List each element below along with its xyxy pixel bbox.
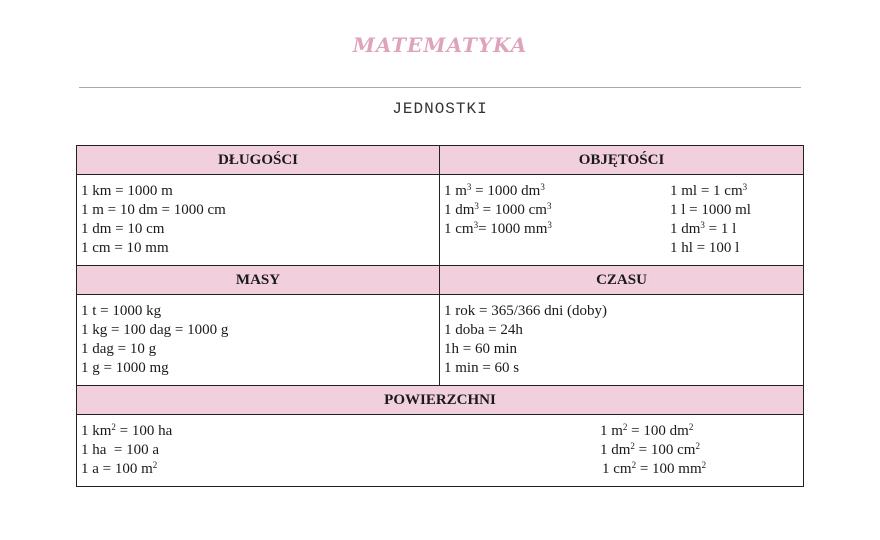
volume-line: 1 $dm^3 = 1000$ $cm^3$ bbox=[444, 201, 552, 218]
time-line: 1 rok = 365/366 dni (doby) bbox=[444, 303, 608, 319]
length-header: DŁUGOŚCI bbox=[77, 146, 440, 175]
length-cell bbox=[77, 175, 440, 266]
volume-header: OBJĘTOŚCI bbox=[440, 146, 804, 175]
volume-line: 1 $dm^3 = 1$ l bbox=[670, 220, 737, 237]
area-cell bbox=[77, 415, 804, 487]
mass-line: 1 dag = 10 g bbox=[81, 341, 157, 357]
page-subtitle: JEDNOSTKI bbox=[392, 100, 488, 118]
length-line: 1 dm = 10 cm bbox=[81, 221, 165, 237]
volume-line: 1 l = 1000 ml bbox=[670, 202, 751, 218]
time-line: 1h = 60 min bbox=[444, 341, 518, 357]
length-line: 1 m = 10 dm = 1000 cm bbox=[81, 202, 226, 218]
area-header: POWIERZCHNI bbox=[77, 386, 804, 415]
mass-cell bbox=[77, 295, 440, 386]
time-header: CZASU bbox=[440, 266, 804, 295]
time-line: 1 doba = 24h bbox=[444, 322, 523, 338]
volume-right-column bbox=[670, 182, 751, 258]
page-title: MATEMATYKA bbox=[352, 33, 528, 57]
area-left-column bbox=[81, 422, 172, 479]
length-line: 1 cm = 10 mm bbox=[81, 240, 169, 256]
volume-cell bbox=[440, 175, 804, 266]
area-line: 1 $cm^2 = 100$ $mm^2$ bbox=[602, 460, 707, 477]
area-line: 1 ha = 100 a bbox=[81, 442, 160, 458]
length-line: 1 km = 1000 m bbox=[81, 183, 173, 199]
mass-line: 1 t = 1000 kg bbox=[81, 303, 162, 319]
mass-header: MASY bbox=[77, 266, 440, 295]
time-cell bbox=[440, 295, 804, 386]
title-divider bbox=[79, 87, 801, 88]
volume-line: 1 ml = 1 $cm^3$ bbox=[670, 182, 748, 199]
area-right-column bbox=[600, 422, 706, 479]
units-table bbox=[76, 145, 804, 487]
area-line: 1 $km^2 = 100$ ha bbox=[81, 422, 173, 439]
volume-line: 1 $cm^3= 1000$ $mm^3$ bbox=[444, 220, 552, 237]
volume-left-column bbox=[444, 182, 552, 239]
time-line: 1 min = 60 s bbox=[444, 360, 520, 376]
area-line: 1 a = 100 $m^2$ bbox=[81, 460, 158, 477]
volume-line: 1 hl = 100 l bbox=[670, 240, 740, 256]
mass-line: 1 kg = 100 dag = 1000 g bbox=[81, 322, 229, 338]
volume-line: 1 $m^3 = 1000$ $dm^3$ bbox=[444, 182, 545, 199]
area-line: 1 $dm^2 = 100$ $cm^2$ bbox=[600, 441, 700, 458]
mass-line: 1 g = 1000 mg bbox=[81, 360, 169, 376]
area-line: 1 $m^2 = 100$ $dm^2$ bbox=[600, 422, 694, 439]
